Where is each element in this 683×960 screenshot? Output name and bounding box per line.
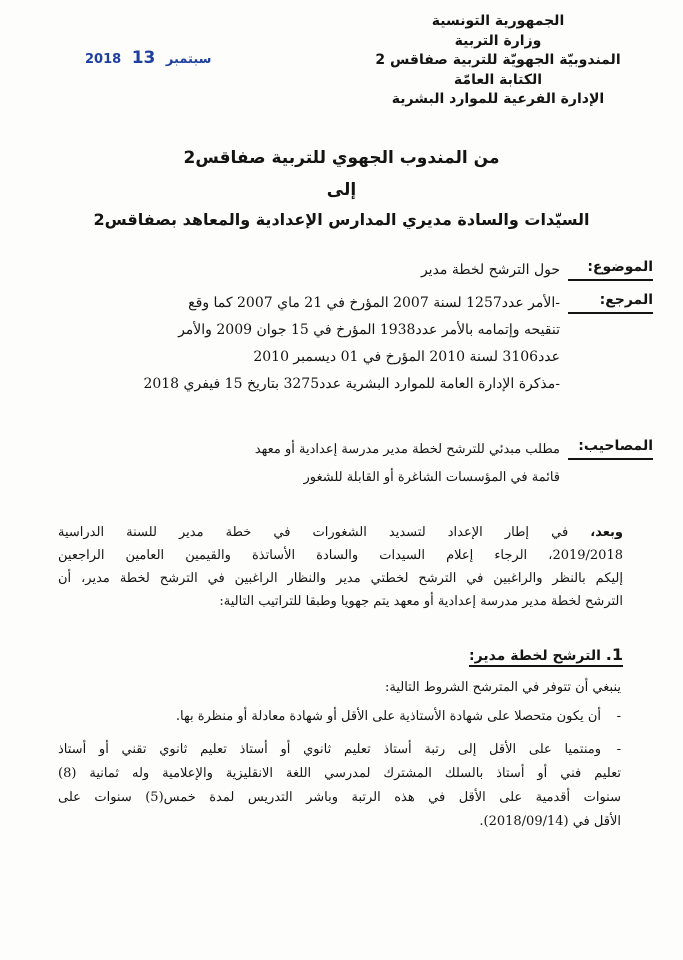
section-heading [469, 645, 623, 667]
intro-lead: وبعد، [590, 525, 623, 540]
intro-line: إليكم بالنظر والراغبين في الترشح لخطتي مدير والنظار الراغبين في الترشح لخطة مدير، أن [58, 571, 623, 586]
stamp-month: سبتمبر [165, 52, 212, 67]
condition-line: تعليم فني أو أستاذ بالسلك المشترك لمدرسي اللغة الانقليزية والإعلامية وله ثمانية (8) [58, 766, 621, 781]
condition-text: ومنتميا على الأقل إلى رتبة أستاذ تعليم ثانوي أو أستاذ تعليم ثانوي تقني أو أستاذ [58, 742, 601, 757]
letterhead-line: الكتابة العامّة [453, 71, 543, 88]
date-stamp [85, 48, 211, 68]
section-title: الترشح لخطة مدير: [469, 648, 601, 664]
letterhead-line: الإدارة الفرعية للموارد البشرية [391, 91, 605, 107]
letterhead-line: المندوبيّة الجهويّة للتربية صفاقس 2 [375, 52, 621, 68]
intro-line-text: في إطار الإعداد لتسديد الشغورات في خطة مدير للسنة الدراسية [58, 525, 591, 540]
stamp-year: 2018 [85, 52, 122, 67]
condition-line: سنوات أقدمية على الأقل في هذه الرتبة وباشر التدريس لمدة خمس(5) سنوات على [58, 790, 621, 805]
condition-line: الأقل في (2018/09/14). [479, 814, 621, 829]
from-line: من المندوب الجهوي للتربية صفاقس2 [183, 148, 500, 168]
conditions-intro: ينبغي أن تتوفر في المترشح الشروط التالية: [384, 680, 621, 695]
references-row [60, 290, 653, 398]
intro-paragraph [58, 521, 623, 613]
subject-text [60, 257, 568, 283]
attachments-label: المصاحيب: [568, 436, 653, 460]
references-label: المرجع: [568, 290, 653, 314]
condition-text: أن يكون متحصلا على شهادة الأستاذية على الأقل أو شهادة معادلة أو منظرة بها. [175, 709, 601, 724]
attachments-row [60, 436, 653, 492]
letterhead-line: وزارة التربية [454, 32, 542, 49]
to-line: إلى [326, 180, 357, 200]
reference-line: -الأمر عدد1257 لسنة 2007 المؤرخ في 21 ماي 2007 كما وقع [188, 295, 560, 311]
attachment-line: مطلب مبدئي للترشح لخطة مدير مدرسة إعدادية أو معهد [254, 442, 560, 457]
condition-line [58, 738, 621, 762]
condition-item [58, 738, 621, 834]
intro-line: الترشح لخطة مدير مدرسة إعدادية أو معهد يتم جهويا وطبقا للتراتيب التالية: [219, 594, 623, 609]
subject-label: الموضوع: [568, 257, 653, 281]
letterhead [353, 12, 643, 110]
reference-line: عدد3106 لسنة 2010 المؤرخ في 01 ديسمبر 2010 [253, 349, 560, 365]
intro-line: 2019/2018، الرجاء إعلام السيدات والسادة الأساتذة والقيمين العامين الراجعين [58, 548, 623, 563]
subject-row [60, 257, 653, 283]
section-number: 1. [605, 645, 623, 664]
condition-item [58, 705, 621, 729]
intro-line [58, 521, 623, 544]
letterhead-line: الجمهورية التونسية [431, 13, 565, 29]
reference-line: تنقيحه وإتمامه بالأمر عدد1938 المؤرخ في 15 جوان 2009 والأمر [178, 322, 560, 338]
stamp-day: 13 [131, 48, 156, 68]
reference-line: -مذكرة الإدارة العامة للموارد البشرية عدد3275 بتاريخ 15 فيفري 2018 [143, 376, 560, 392]
attachments-text [60, 436, 568, 492]
bullet-dash: - [616, 742, 621, 757]
subject-line: حول الترشح لخطة مدير [420, 262, 560, 278]
recipients-line: السيّدات والسادة مديري المدارس الإعدادية والمعاهد بصفاقس2 [93, 210, 590, 229]
bullet-dash: - [616, 709, 621, 724]
condition-line [58, 705, 621, 729]
attachment-line: قائمة في المؤسسات الشاغرة أو القابلة للشغور [303, 470, 560, 485]
references-text [60, 290, 568, 398]
